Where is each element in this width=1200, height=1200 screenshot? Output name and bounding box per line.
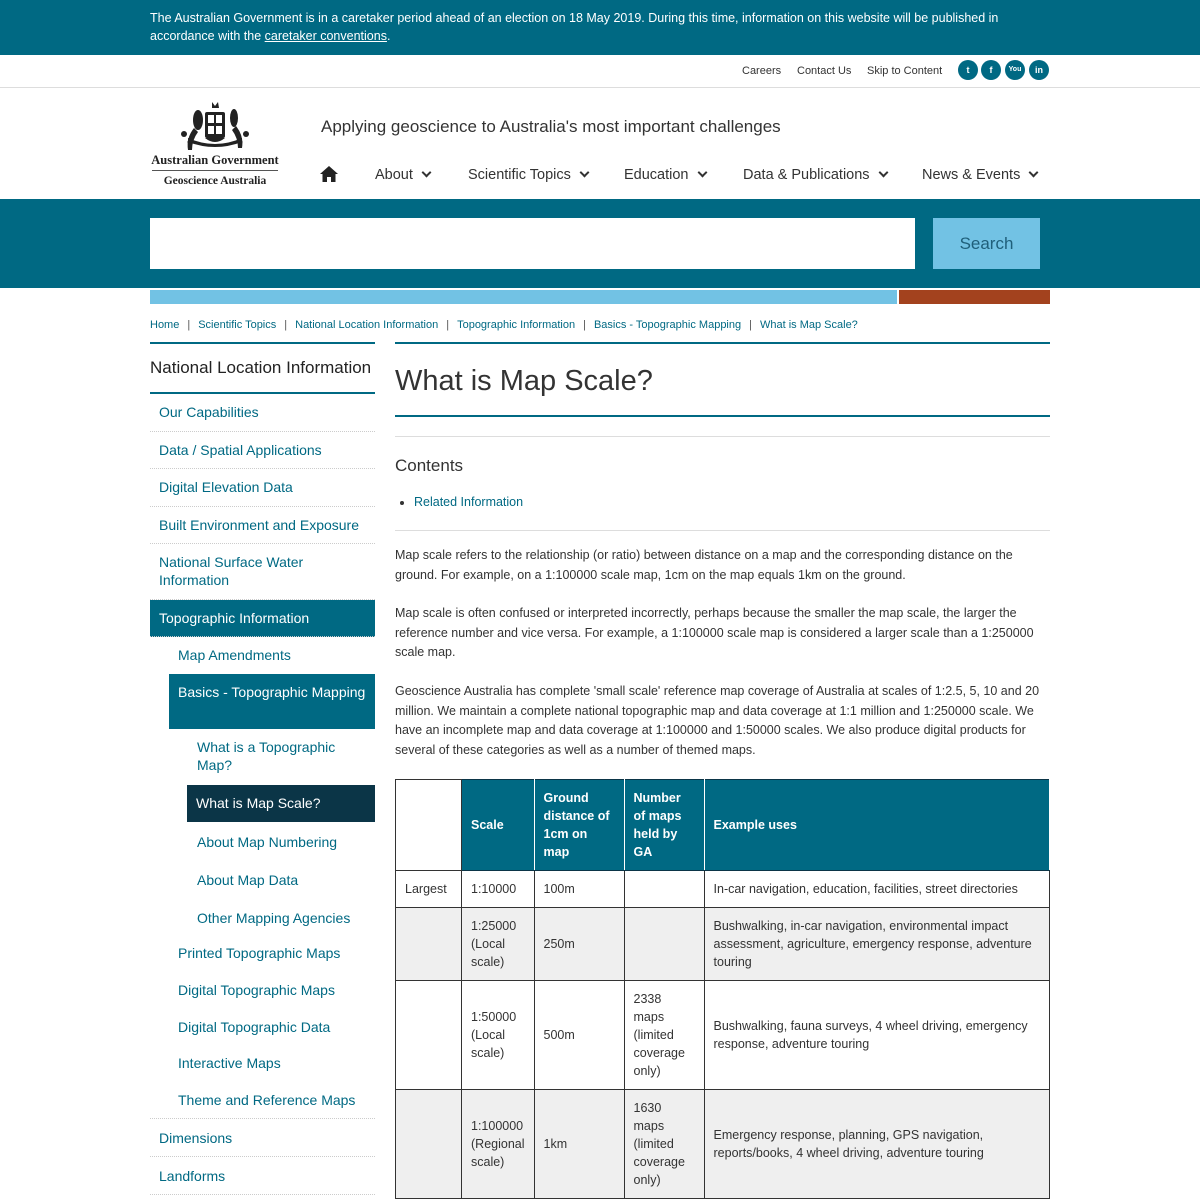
map-scale-table — [395, 779, 1050, 1199]
sidebar-item-interactive-maps[interactable]: Interactive Maps — [178, 1055, 281, 1071]
table-cell: 1km — [534, 1090, 624, 1199]
table-cell — [396, 1090, 462, 1199]
list-item — [414, 495, 1050, 509]
government-logo[interactable] — [150, 100, 280, 188]
paragraph: Map scale is often confused or interpreted incorrectly, perhaps because the smaller the map scale, the larger the reference number and vice versa. For example, a 1:100000 scale map is considered a larger scale than a 1:250000 scale map. — [395, 606, 1034, 660]
divider — [395, 436, 1050, 437]
sidebar-item-landforms[interactable]: Landforms — [150, 1157, 375, 1195]
sidebar-item-topographic-information[interactable]: Topographic Information — [150, 600, 375, 637]
contact-us-link[interactable]: Contact Us — [797, 65, 852, 77]
related-information-link[interactable]: Related Information — [414, 495, 524, 509]
sidebar-item-digital-topographic-maps[interactable]: Digital Topographic Maps — [178, 982, 335, 998]
table-row — [396, 908, 1050, 981]
contents-heading: Contents — [395, 456, 464, 475]
breadcrumb-topographic-information[interactable]: Topographic Information — [457, 319, 576, 331]
breadcrumb-national-location-information[interactable]: National Location Information — [295, 319, 439, 331]
linkedin-icon[interactable]: in — [1029, 60, 1049, 80]
table-cell — [624, 908, 704, 981]
nav-education[interactable]: Education — [624, 167, 706, 183]
logo-geoscience-australia: Geoscience Australia — [163, 175, 267, 187]
logo-divider — [152, 170, 278, 171]
table-cell: 250m — [534, 908, 624, 981]
chevron-down-icon — [579, 168, 589, 178]
table-cell: In-car navigation, education, facilities, street directories — [704, 871, 1049, 908]
careers-link[interactable]: Careers — [742, 65, 782, 77]
table-cell — [396, 908, 462, 981]
search-button[interactable]: Search — [933, 218, 1040, 269]
main-content — [395, 342, 1050, 1199]
table-cell: Bushwalking, in-car navigation, environmental impact assessment, agriculture, emergency response, adventure touring — [704, 908, 1049, 981]
paragraph: Geoscience Australia has complete 'small scale' reference map coverage of Australia at scales of 1:2.5, 5, 10 and 20 million. We maintain a complete national topographic map and data coverage at 1:1 million and 1:250000 scale. We have an incomplete map and data coverage at 1:100000 and 1:50000 scales. We also produce digital products for several of these categories as well as a number of themed maps. — [395, 683, 1040, 757]
chevron-down-icon — [421, 168, 431, 178]
table-cell: 1:25000 (Local scale) — [462, 908, 535, 981]
breadcrumb-scientific-topics[interactable]: Scientific Topics — [198, 319, 277, 331]
table-cell: 1:100000 (Regional scale) — [462, 1090, 535, 1199]
breadcrumb: Home | Scientific Topics | National Location Information | Topographic Information | Basics - Topographic Mapping | What is Map Scale? — [150, 319, 858, 331]
table-cell: 2338 maps (limited coverage only) — [624, 981, 704, 1090]
chevron-down-icon — [1029, 168, 1039, 178]
table-cell: 1:50000 (Local scale) — [462, 981, 535, 1090]
caretaker-text: The Australian Government is in a caretaker period ahead of an election on 18 May 2019. During this time, information on this website will be published in accordance with the caretaker conventions. — [150, 11, 999, 43]
breadcrumb-basics-topographic-mapping[interactable]: Basics - Topographic Mapping — [593, 319, 742, 331]
table-cell — [396, 981, 462, 1090]
table-row — [396, 981, 1050, 1090]
chevron-down-icon — [878, 168, 888, 178]
sidebar-item-digital-topographic-data[interactable]: Digital Topographic Data — [178, 1019, 331, 1035]
sidebar-item-printed-topographic-maps[interactable]: Printed Topographic Maps — [178, 945, 341, 961]
sidebar-item-about-map-numbering[interactable]: About Map Numbering — [197, 834, 338, 850]
table-header: Example uses — [704, 780, 1049, 871]
youtube-icon[interactable]: You — [1005, 60, 1025, 80]
search-band — [0, 199, 1200, 288]
sidebar-item-built-environment[interactable]: Built Environment and Exposure — [150, 507, 375, 544]
accent-bar-blue — [150, 290, 897, 304]
table-header — [396, 780, 462, 871]
table-cell: 1630 maps (limited coverage only) — [624, 1090, 704, 1199]
table-row — [396, 1090, 1050, 1199]
skip-to-content-link[interactable]: Skip to Content — [867, 65, 943, 77]
table-header: Scale — [462, 780, 535, 871]
nav-scientific-topics[interactable]: Scientific Topics — [468, 167, 588, 183]
table-cell: Bushwalking, fauna surveys, 4 wheel driving, emergency response, adventure touring — [704, 981, 1049, 1090]
sidebar-item-data-spatial-applications[interactable]: Data / Spatial Applications — [150, 432, 375, 469]
coat-of-arms-icon — [150, 100, 280, 152]
sidebar-item-map-amendments[interactable]: Map Amendments — [178, 647, 291, 663]
sidebar-title: National Location Information — [150, 342, 375, 394]
table-cell: 100m — [534, 871, 624, 908]
table-cell: 1:10000 — [462, 871, 535, 908]
table-row — [396, 871, 1050, 908]
table-cell: 500m — [534, 981, 624, 1090]
chevron-down-icon — [697, 168, 707, 178]
table-cell: Emergency response, planning, GPS navigation, reports/books, 4 wheel driving, adventure touring — [704, 1090, 1049, 1199]
twitter-icon[interactable]: t — [958, 60, 978, 80]
table-cell — [624, 871, 704, 908]
caretaker-conventions-link[interactable]: caretaker conventions — [264, 29, 387, 43]
facebook-icon[interactable]: f — [981, 60, 1001, 80]
sidebar-item-theme-reference-maps[interactable]: Theme and Reference Maps — [150, 1082, 375, 1119]
sidebar-item-digital-elevation-data[interactable]: Digital Elevation Data — [150, 469, 375, 507]
sidebar-item-basics-topographic-mapping[interactable]: Basics - Topographic Mapping — [169, 674, 375, 729]
breadcrumb-current-page[interactable]: What is Map Scale? — [759, 319, 858, 331]
section-sidebar — [150, 342, 375, 1195]
contents-list — [414, 495, 1050, 509]
accent-bar-red — [899, 290, 1050, 304]
sidebar-item-dimensions[interactable]: Dimensions — [150, 1119, 375, 1157]
sidebar-item-what-is-topographic-map[interactable]: What is a Topographic Map? — [197, 739, 336, 773]
site-tagline: Applying geoscience to Australia's most important challenges — [321, 117, 781, 136]
sidebar-item-our-capabilities[interactable]: Our Capabilities — [150, 394, 375, 432]
divider — [395, 530, 1050, 531]
nav-about[interactable]: About — [375, 167, 430, 183]
sidebar-item-national-surface-water[interactable]: National Surface Water Information — [150, 544, 375, 600]
table-header-row — [396, 780, 1050, 871]
table-header: Ground distance of 1cm on map — [534, 780, 624, 871]
sidebar-item-what-is-map-scale[interactable]: What is Map Scale? — [187, 785, 375, 822]
logo-australian-government: Australian Government — [151, 153, 279, 167]
nav-news-events[interactable]: News & Events — [922, 167, 1037, 183]
paragraph: Map scale refers to the relationship (or ratio) between distance on a map and the corresponding distance on the ground. For example, on a 1:100000 scale map, 1cm on the map equals 1km on the ground. — [395, 548, 1013, 582]
sidebar-item-about-map-data[interactable]: About Map Data — [197, 872, 299, 888]
sidebar-item-other-mapping-agencies[interactable]: Other Mapping Agencies — [197, 910, 351, 926]
utility-bar — [0, 55, 1200, 88]
home-icon[interactable] — [320, 166, 338, 182]
site-header — [0, 88, 1200, 199]
breadcrumb-home[interactable]: Home — [150, 319, 180, 331]
table-cell: Largest — [396, 871, 462, 908]
search-input[interactable] — [150, 218, 915, 269]
table-header: Number of maps held by GA — [624, 780, 704, 871]
page-title: What is Map Scale? — [395, 344, 1050, 417]
caretaker-banner — [0, 0, 1200, 55]
nav-data-publications[interactable]: Data & Publications — [743, 167, 887, 183]
